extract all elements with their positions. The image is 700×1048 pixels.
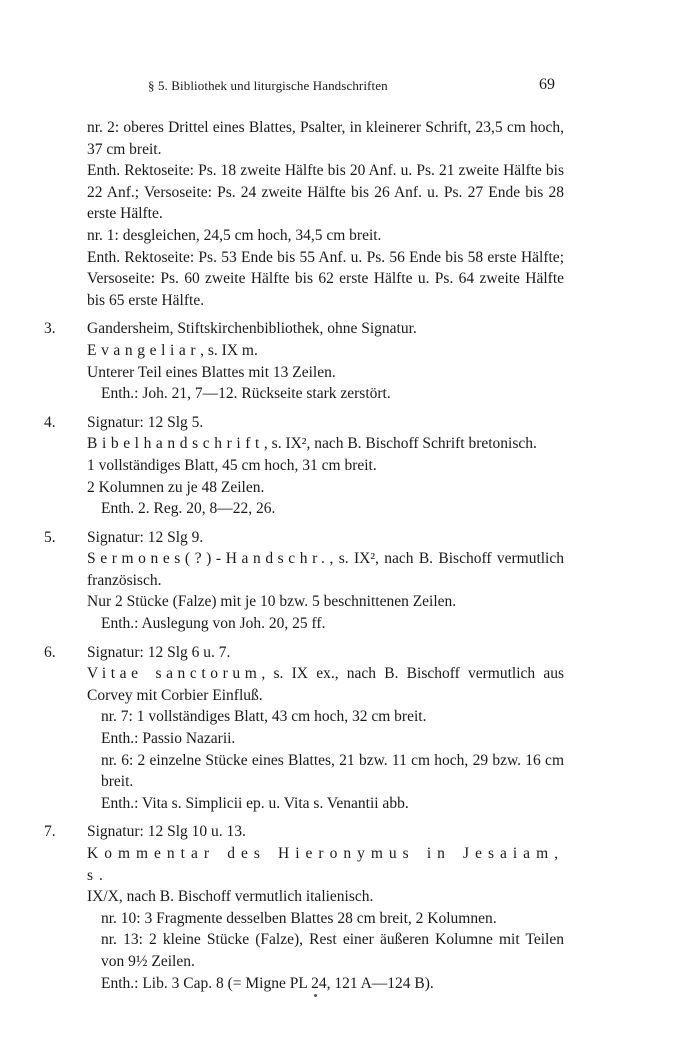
continuation-entry: nr. 1: desgleichen, 24,5 cm hoch, 34,5 cm breit. (87, 226, 382, 244)
continuation-entry: Enth. Rektoseite: Ps. 53 Ende bis 55 Anf. u. Ps. 56 Ende bis 58 erste Hälfte; Versoseite: Ps. 60 zweite Hälfte bis 62 erste Hälfte u. Ps. 64 zweite Hälfte bis 65 erste Hälfte. (87, 248, 564, 309)
item-description: 2 Kolumnen zu je 48 Zeilen. (87, 478, 265, 496)
item-heading (44, 433, 564, 455)
item-title-rest: , s. IX m. (200, 341, 258, 359)
page-number: 69 (539, 76, 555, 93)
item-location: Gandersheim, Stiftskirchenbibliothek, ohne Signatur. (87, 320, 417, 338)
item-contents: Enth. 2. Reg. 20, 8—22, 26. (101, 500, 276, 518)
item-heading (44, 663, 564, 706)
item-contents: Enth.: Auslegung von Joh. 20, 25 ff. (101, 615, 326, 633)
item-signature: Signatur: 12 Slg 6 u. 7. (87, 643, 231, 661)
item-number: 3. (44, 320, 56, 338)
item-contents: Enth.: Lib. 3 Cap. 8 (= Migne PL 24, 121 A—124 B). (101, 974, 434, 992)
item-description: nr. 10: 3 Fragmente desselben Blattes 28 cm breit, 2 Kolumnen. (101, 909, 497, 927)
item-title-rest: , s. IX ex., nach B. Bischoff vermutlich aus Corvey mit Corbier Einfluß. (87, 665, 564, 704)
item-description: Nur 2 Stücke (Falze) mit je 10 bzw. 5 beschnittenen Zeilen. (87, 593, 457, 611)
item-title: Kommentar des Hieronymus in Jesaiam, s. (87, 845, 564, 884)
item-number: 7. (44, 823, 56, 841)
item-description: 1 vollständiges Blatt, 45 cm hoch, 31 cm breit. (87, 456, 377, 474)
item-contents: Enth.: Passio Nazarii. (101, 730, 236, 748)
item-description: Unterer Teil eines Blattes mit 13 Zeilen. (87, 363, 336, 381)
item-title-rest: IX/X, nach B. Bischoff vermutlich italienisch. (87, 888, 374, 906)
item-number: 6. (44, 643, 56, 661)
item-heading (44, 340, 564, 362)
item-signature: Signatur: 12 Slg 10 u. 13. (87, 823, 246, 841)
item-title-rest: , s. IX², nach B. Bischoff Schrift bretonisch. (263, 435, 537, 453)
item-contents: Enth.: Vita s. Simplicii ep. u. Vita s. Venantii abb. (101, 794, 409, 812)
continuation-entry: Enth. Rektoseite: Ps. 18 zweite Hälfte bis 20 Anf. u. Ps. 21 zweite Hälfte bis 22 Anf.; Versoseite: Ps. 24 zweite Hälfte bis 26 Anf. u. Ps. 27 Ende bis 28 erste Hälfte. (87, 162, 564, 223)
item-contents: Enth.: Joh. 21, 7—12. Rückseite stark zerstört. (101, 385, 391, 403)
item-title: Evangeliar (87, 341, 201, 359)
item-description: nr. 13: 2 kleine Stücke (Falze), Rest einer äußeren Kolumne mit Teilen von 9½ Zeilen. (101, 931, 564, 970)
item-heading (44, 548, 564, 591)
catalog-item (44, 821, 564, 994)
item-title: Sermones(?)-Handschr. (87, 550, 330, 568)
item-number: 4. (44, 413, 56, 431)
catalog-item (44, 642, 564, 815)
item-description: nr. 6: 2 einzelne Stücke eines Blattes, 21 bzw. 11 cm hoch, 29 bzw. 16 cm breit. (101, 751, 564, 791)
item-title-rest: , s. IX², nach B. Bischoff vermutlich französisch. (87, 550, 564, 589)
item-title: Bibelhandschrift (87, 435, 264, 453)
footer-mark (314, 994, 317, 997)
item-signature: Signatur: 12 Slg 9. (87, 528, 204, 546)
catalog-item (44, 527, 564, 635)
catalog-item (44, 318, 564, 404)
item-title: Vitae sanctorum (87, 665, 262, 683)
item-description: nr. 7: 1 vollständiges Blatt, 43 cm hoch, 32 cm breit. (101, 708, 427, 726)
item-signature: Signatur: 12 Slg 5. (87, 413, 204, 431)
catalog-item (44, 412, 564, 520)
continuation-entry: nr. 2: oberes Drittel eines Blattes, Psalter, in kleinerer Schrift, 23,5 cm hoch, 37 cm breit. (87, 119, 564, 158)
page-body (44, 117, 564, 994)
item-number: 5. (44, 528, 56, 546)
running-head: § 5. Bibliothek und liturgische Handschriften (148, 78, 388, 93)
